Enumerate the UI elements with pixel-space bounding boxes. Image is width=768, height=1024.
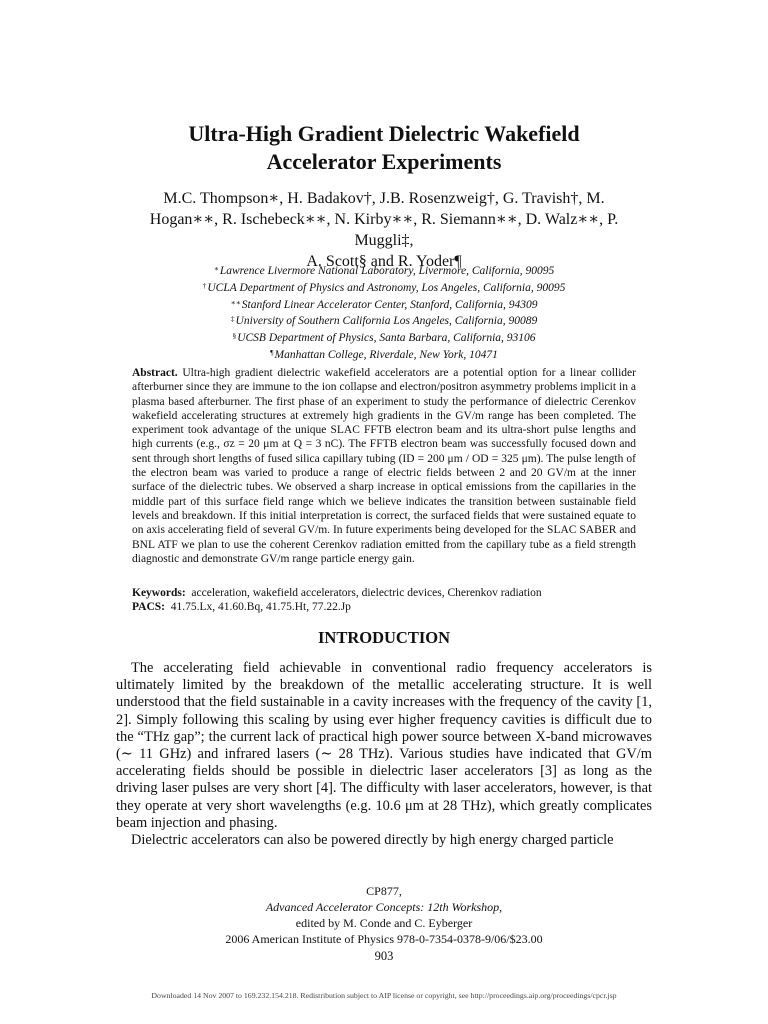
abstract-text: Ultra-high gradient dielectric wakefield accelerators are a potential option for a linear collider afterburner since they are immune to the ion collapse and electron/positron asymmetry problems implicit in a plasma based afterburner. The first phase of an experiment to study the performance of dielectric Cerenkov wakefield accelerating structures at extremely high gradients in the GV/m range has been completed. The experiment took advantage of the unique SLAC FFTB electron beam and its ultra-short pulse lengths and high currents (e.g., σz = 20 μm at Q = 3 nC). The FFTB electron beam was successfully focused down and sent through short lengths of fused silica capillary tubing (ID = 200 μm / OD = 325 μm). The pulse length of the electron beam was varied to produce a range of electric fields between 2 and 20 GV/m at the inner surface of the dielectric tubes. We observed a sharp increase in optical emissions from the capillaries in the middle part of this surface field range which we believe indicates the transition between sustainable field levels and breakdown. If this initial interpretation is correct, the surfaced fields that were sustained equate to on axis accelerating field of several GV/m. In future experiments being developed for the SLAC SABER and BNL ATF we plan to use the coherent Cerenkov radiation emitted from the capillary tube as a field strength diagnostic and demonstrate GV/m range particle energy gain. — [132, 367, 636, 565]
affiliation-text: UCLA Department of Physics and Astronomy, Los Angeles, California, 90095 — [207, 281, 566, 294]
editors-line: edited by M. Conde and C. Eyberger — [295, 916, 473, 930]
affiliation-text: Stanford Linear Accelerator Center, Stanford, California, 94309 — [241, 298, 538, 311]
keywords-block — [132, 586, 636, 614]
proceedings-title: Advanced Accelerator Concepts: 12th Workshop, — [265, 900, 503, 914]
affiliation-mark: ‡ — [230, 314, 235, 324]
page-footer — [0, 883, 768, 964]
affiliation-text: University of Southern California Los Angeles, California, 90089 — [235, 315, 538, 328]
affiliation-text: UCSB Department of Physics, Santa Barbara, California, 93106 — [237, 332, 536, 345]
proceedings-line — [0, 883, 768, 915]
cp-number: CP877, — [366, 884, 402, 898]
abstract-label: Abstract. — [132, 367, 178, 379]
affiliation-usc — [100, 312, 668, 329]
author-list — [120, 188, 648, 272]
keywords-line — [132, 586, 636, 600]
paragraph: The accelerating field achievable in conventional radio frequency accelerators is ultimately limited by the breakdown of the metallic accelerating structure. It is well understood that the field sustainable in a cavity increases with the frequency of the cavity [1, 2]. Simply following this scaling by using ever higher frequency cavities is difficult due to the “THz gap”; the current lack of practical high power source between X-band microwaves (∼ 11 GHz) and infrared lasers (∼ 28 THz). Various studies have indicated that GV/m accelerating fields should be possible in dielectric laser accelerators [3] as long as the driving laser pulses are very short [4]. The difficulty with laser accelerators, however, is that they operate at very short wavelengths (e.g. 10.6 μm at 28 THz), which greatly complicates beam injection and phasing. — [116, 660, 652, 831]
keywords-label: Keywords: — [132, 587, 186, 599]
pacs-text: 41.75.Lx, 41.60.Bq, 41.75.Ht, 77.22.Jp — [170, 601, 351, 613]
affiliation-mark: ¶ — [270, 347, 274, 357]
affiliation-mark: § — [232, 331, 237, 341]
affiliation-slac — [100, 296, 668, 313]
authors-line-1: M.C. Thompson∗, H. Badakov†, J.B. Rosenzweig†, G. Travish†, M. — [163, 190, 605, 207]
copyright-line: 2006 American Institute of Physics 978-0-7354-0378-9/06/$23.00 — [225, 932, 543, 946]
affiliation-ucsb — [100, 329, 668, 346]
affiliations — [100, 262, 668, 363]
paragraph: Dielectric accelerators can also be powered directly by high energy charged particle — [131, 832, 614, 849]
affiliation-llnl — [100, 262, 668, 279]
title-line-1: Ultra-High Gradient Dielectric Wakefield — [188, 121, 580, 146]
affiliation-text: Lawrence Livermore National Laboratory, Livermore, California, 90095 — [219, 265, 555, 277]
affiliation-manhattan — [100, 346, 668, 363]
page-number: 903 — [374, 949, 394, 963]
body-text — [116, 660, 652, 849]
affiliation-mark: ∗ — [213, 264, 219, 273]
affiliation-text: Manhattan College, Riverdale, New York, 10471 — [274, 348, 498, 361]
paper-title — [0, 120, 768, 176]
affiliation-mark: ∗∗ — [230, 297, 241, 307]
pacs-label: PACS: — [132, 601, 166, 613]
keywords-text: acceleration, wakefield accelerators, dielectric devices, Cherenkov radiation — [191, 587, 542, 599]
affiliation-ucla — [100, 279, 668, 296]
affiliation-mark: † — [202, 280, 207, 290]
section-heading: INTRODUCTION — [317, 628, 451, 647]
title-line-2: Accelerator Experiments — [266, 149, 502, 174]
download-notice: Downloaded 14 Nov 2007 to 169.232.154.218. Redistribution subject to AIP license or copyright, see http://proceedings.aip.org/proceedings/cpcr.jsp — [151, 991, 617, 1000]
authors-line-2: Hogan∗∗, R. Ischebeck∗∗, N. Kirby∗∗, R. Siemann∗∗, D. Walz∗∗, P. Muggli‡, — [149, 211, 619, 249]
abstract — [132, 366, 636, 566]
pacs-line — [132, 600, 636, 614]
authors-line-3: A. Scott§ and R. Yoder¶ — [306, 253, 462, 270]
